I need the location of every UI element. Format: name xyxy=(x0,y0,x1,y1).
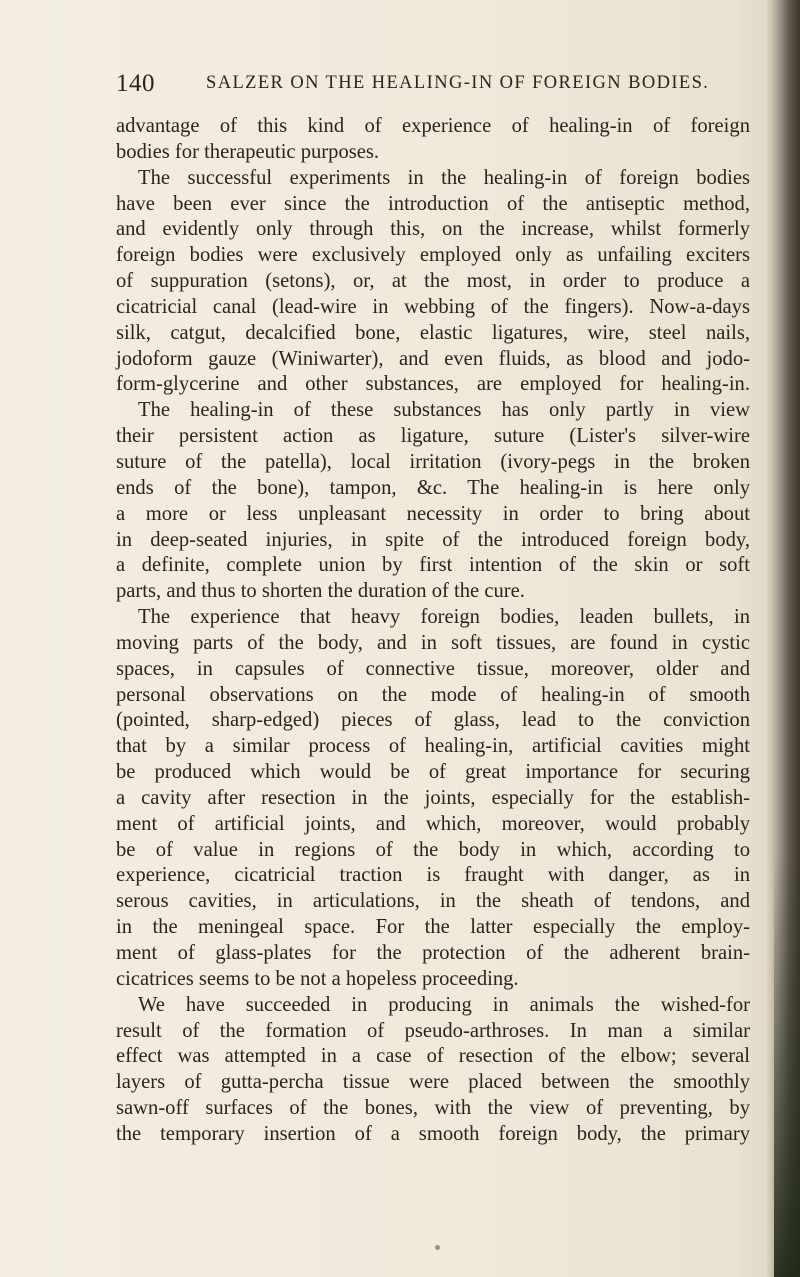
text-line: result of the formation of pseudo-arthroses. In man a similar xyxy=(116,1019,750,1042)
text-line: a more or less unpleasant necessity in order to bring about xyxy=(116,502,750,525)
text-line: ment of artificial joints, and which, moreover, would probably xyxy=(116,812,750,835)
text-line: and evidently only through this, on the increase, whilst formerly xyxy=(116,218,750,241)
text-line: ends of the bone), tampon, &c. The healing-in is here only xyxy=(116,476,750,499)
text-line: The successful experiments in the healing-in of foreign bodies xyxy=(138,166,750,189)
text-line: spaces, in capsules of connective tissue, moreover, older and xyxy=(116,657,750,680)
text-line: parts, and thus to shorten the duration of the cure. xyxy=(116,580,525,603)
binding-shadow xyxy=(774,857,800,1277)
text-line: silk, catgut, decalcified bone, elastic ligatures, wire, steel nails, xyxy=(116,321,750,344)
text-line: cicatrices seems to be not a hopeless proceeding. xyxy=(116,967,519,990)
text-line: have been ever since the introduction of the antiseptic method, xyxy=(116,192,750,215)
text-line: their persistent action as ligature, suture (Lister's silver-wire xyxy=(116,425,750,448)
text-line: suture of the patella), local irritation (ivory-pegs in the broken xyxy=(116,450,750,473)
text-line: of suppuration (setons), or, at the most, in order to produce a xyxy=(116,270,750,293)
text-line: form-glycerine and other substances, are employed for healing-in. xyxy=(116,373,750,396)
text-line: We have succeeded in producing in animals the wished-for xyxy=(138,993,750,1016)
text-line: in deep-seated injuries, in spite of the introduced foreign body, xyxy=(116,528,750,551)
text-line: be of value in regions of the body in which, according to xyxy=(116,838,750,861)
text-line: a definite, complete union by first intention of the skin or soft xyxy=(116,554,750,577)
body-text xyxy=(116,114,750,1148)
text-line: cicatricial canal (lead-wire in webbing of the fingers). Now-a-days xyxy=(116,295,750,318)
page-number: 140 xyxy=(116,70,155,97)
text-line: ment of glass-plates for the protection of the adherent brain- xyxy=(116,942,750,964)
text-line: in the meningeal space. For the latter especially the employ- xyxy=(116,916,750,939)
text-line: moving parts of the body, and in soft tissues, are found in cystic xyxy=(116,631,750,654)
text-line: advantage of this kind of experience of healing-in of foreign xyxy=(116,115,750,137)
text-line: experience, cicatricial traction is fraught with danger, as in xyxy=(116,864,750,887)
text-line: a cavity after resection in the joints, especially for the establish- xyxy=(116,786,750,809)
text-line: The healing-in of these substances has only partly in view xyxy=(138,399,750,422)
page-header xyxy=(116,70,748,100)
text-line: foreign bodies were exclusively employed only as unfailing exciters xyxy=(116,244,750,267)
page-speck xyxy=(435,1245,440,1250)
text-line: (pointed, sharp-edged) pieces of glass, lead to the conviction xyxy=(116,709,750,732)
text-line: the temporary insertion of a smooth foreign body, the primary xyxy=(116,1122,750,1145)
text-line: bodies for therapeutic purposes. xyxy=(116,140,380,163)
text-line: serous cavities, in articulations, in the sheath of tendons, and xyxy=(116,890,750,913)
text-line: jodoform gauze (Winiwarter), and even fluids, as blood and jodo- xyxy=(116,347,750,370)
text-line: be produced which would be of great importance for securing xyxy=(116,761,750,784)
text-line: layers of gutta-percha tissue were placed between the smoothly xyxy=(116,1071,750,1094)
text-line: The experience that heavy foreign bodies, leaden bullets, in xyxy=(138,606,750,629)
text-line: effect was attempted in a case of resection of the elbow; several xyxy=(116,1045,750,1068)
running-head: SALZER ON THE HEALING-IN OF FOREIGN BODIES. xyxy=(206,73,710,93)
text-line: personal observations on the mode of healing-in of smooth xyxy=(116,683,750,706)
text-line: sawn-off surfaces of the bones, with the view of preventing, by xyxy=(116,1097,750,1120)
text-line: that by a similar process of healing-in, artificial cavities might xyxy=(116,735,750,758)
